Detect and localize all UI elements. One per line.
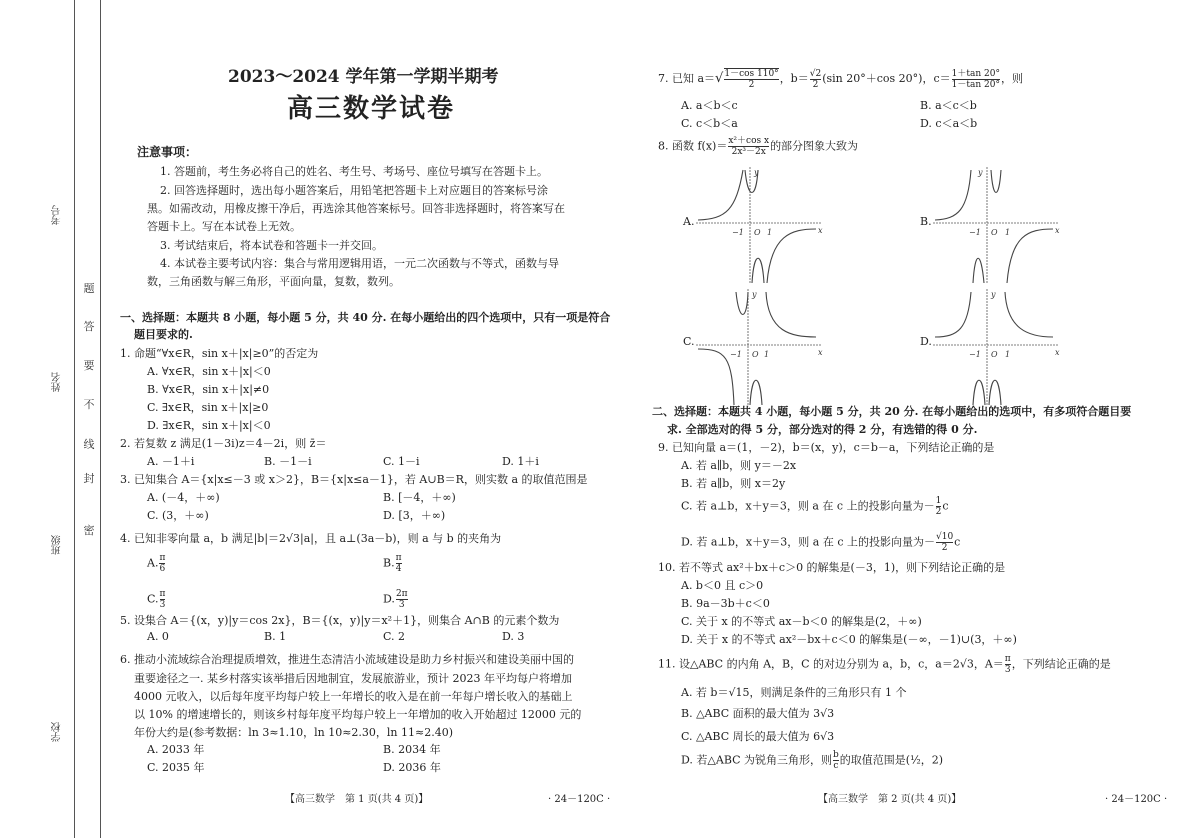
q6-line: 4000 元收入，以后每年度平均每户较上一年增长的收入是在前一年每户增长收入的基础上 bbox=[134, 690, 573, 703]
q11-option-d: D. 若△ABC 为锐角三角形，则 $\frac{b}{c}$ 的取值范围是(½，2) bbox=[681, 750, 944, 771]
svg-text:O: O bbox=[991, 350, 998, 359]
q6-option-c: C. 2035 年 bbox=[147, 761, 205, 774]
label-exam-number: 考号 bbox=[52, 205, 63, 225]
svg-text:1: 1 bbox=[1005, 350, 1011, 359]
q2-stem: 2. 若复数 z 满足(1－3i)z＝4－2i，则 z̄＝ bbox=[120, 437, 327, 450]
q6-line: 年份大约是(参考数据：ln 3≈1.10，ln 10≈2.30，ln 11≈2.40) bbox=[134, 726, 453, 739]
q5-option-d: D. 3 bbox=[502, 630, 525, 643]
q5-stem: 5. 设集合 A＝{(x，y)|y＝cos 2x}，B＝{(x，y)|y＝x²＋1}，则集合 A∩B 的元素个数为 bbox=[120, 614, 560, 627]
section2-heading: 二、选择题：本题共 4 小题，每小题 5 分，共 20 分. 在每小题给出的选项中，有多项符合题目要 bbox=[652, 405, 1132, 418]
q7-option-a: A. a＜b＜c bbox=[681, 99, 738, 112]
graph-option-d bbox=[933, 287, 1063, 407]
q8-stem: 8. 函数 f(x)＝ $\frac{\text{x²＋cos x}}{\text{2x³－2x}}$ 的部分图象大致为 bbox=[658, 136, 859, 157]
footer-code: · 24－120C · bbox=[1105, 794, 1168, 805]
exam-year-title: 2023～2024 学年第一学期半期考 bbox=[228, 67, 499, 87]
seal-char: 题 bbox=[83, 282, 95, 295]
q8-option-c-label: C. bbox=[683, 335, 695, 348]
q10-stem: 10. 若不等式 ax²＋bx＋c＞0 的解集是(－3，1)，则下列结论正确的是 bbox=[658, 561, 1006, 574]
svg-text:y: y bbox=[752, 290, 757, 299]
q9-option-d: D. 若 a⊥b，x＋y＝3，则 a 在 c 上的投影向量为－ $\frac{√10}{2}$ c bbox=[681, 532, 961, 553]
q5-option-b: B. 1 bbox=[264, 630, 287, 643]
graph-option-c bbox=[696, 287, 826, 407]
binding-line-inner bbox=[100, 0, 101, 838]
q6-option-a: A. 2033 年 bbox=[147, 743, 205, 756]
q9-option-a: A. 若 a∥b，则 y＝－2x bbox=[681, 459, 797, 472]
footer-page-label: 【高三数学 第 1 页(共 4 页)】 bbox=[285, 794, 429, 805]
fraction: $\frac{\pi}{4}$ bbox=[395, 553, 402, 574]
section1-heading: 一、选择题：本题共 8 小题，每小题 5 分，共 40 分. 在每小题给出的四个选项中，只有一项是符合 bbox=[120, 311, 611, 324]
note-line: 1. 答题前，考生务必将自己的姓名、考生号、考场号、座位号填写在答题卡上。 bbox=[160, 165, 548, 178]
svg-text:y: y bbox=[978, 168, 983, 177]
svg-text:O: O bbox=[752, 350, 759, 359]
seal-char: 密 bbox=[83, 524, 95, 537]
svg-text:1: 1 bbox=[767, 228, 773, 237]
q3-option-c: C. (3，＋∞) bbox=[147, 509, 209, 522]
label-class: 班级 bbox=[52, 535, 63, 555]
svg-text:y: y bbox=[991, 290, 996, 299]
q11-option-a: A. 若 b＝√15，则满足条件的三角形只有 1 个 bbox=[681, 686, 907, 699]
svg-text:y: y bbox=[754, 168, 759, 177]
q1-option-c: C. ∃x∈R，sin x＋|x|≥0 bbox=[147, 401, 269, 414]
q11-option-b: B. △ABC 面积的最大值为 3√3 bbox=[681, 707, 835, 720]
q1-option-d: D. ∃x∈R，sin x＋|x|＜0 bbox=[147, 419, 271, 432]
note-line: 答题卡上。写在本试卷上无效。 bbox=[147, 220, 301, 233]
q4-stem: 4. 已知非零向量 a，b 满足|b|＝2√3|a|，且 a⊥(3a－b)，则 a 与 b 的夹角为 bbox=[120, 532, 502, 545]
q3-stem: 3. 已知集合 A＝{x|x≤－3 或 x＞2}，B＝{x|x≤a－1}，若 A∪B＝R，则实数 a 的取值范围是 bbox=[120, 473, 588, 486]
svg-text:O: O bbox=[754, 228, 761, 237]
q7-stem: 7. 已知 a＝√ $\frac{1-\cos 110^\circ}{2}$ ，b＝ $\frac{√2}{2}$ (sin 20°＋cos 20°)，c＝ $\frac{1+\tan 20^\circ}{1-\tan 20^\circ}$ ，则 bbox=[658, 68, 1023, 90]
fraction: $\frac{\pi}{3}$ bbox=[159, 589, 166, 610]
q8-option-a-label: A. bbox=[683, 215, 695, 228]
note-line: 数，三角函数与解三角形，平面向量，复数，数列。 bbox=[147, 275, 400, 288]
note-line: 3. 考试结束后，将本试卷和答题卡一并交回。 bbox=[160, 239, 383, 252]
q9-option-b: B. 若 a∥b，则 x＝2y bbox=[681, 477, 786, 490]
svg-text:x: x bbox=[1055, 348, 1060, 357]
seal-char: 要 bbox=[83, 359, 95, 372]
q5-option-c: C. 2 bbox=[383, 630, 406, 643]
q10-option-a: A. b＜0 且 c＞0 bbox=[681, 579, 764, 592]
q2-option-c: C. 1－i bbox=[383, 455, 420, 468]
graph-option-b bbox=[933, 165, 1063, 285]
q7-option-b: B. a＜c＜b bbox=[920, 99, 977, 112]
note-line: 2. 回答选择题时，选出每小题答案后，用铅笔把答题卡上对应题目的答案标号涂 bbox=[160, 184, 548, 197]
q2-option-a: A. －1＋i bbox=[147, 455, 195, 468]
svg-text:−1: −1 bbox=[730, 350, 742, 359]
label-school: 学校 bbox=[52, 722, 63, 742]
q11-option-c: C. △ABC 周长的最大值为 6√3 bbox=[681, 730, 835, 743]
svg-text:x: x bbox=[818, 348, 823, 357]
q2-option-d: D. 1＋i bbox=[502, 455, 539, 468]
q10-option-b: B. 9a－3b＋c＜0 bbox=[681, 597, 770, 610]
q8-option-b-label: B. bbox=[920, 215, 932, 228]
binding-line-outer bbox=[74, 0, 75, 838]
q3-option-a: A. (－4，＋∞) bbox=[147, 491, 220, 504]
note-line: 4. 本试卷主要考试内容：集合与常用逻辑用语，一元二次函数与不等式，函数与导 bbox=[160, 257, 559, 270]
q10-option-c: C. 关于 x 的不等式 ax－b＜0 的解集是(2，＋∞) bbox=[681, 615, 922, 628]
q5-option-a: A. 0 bbox=[147, 630, 169, 643]
q4-option-a: A. $\frac{\pi}{6}$ bbox=[147, 553, 166, 574]
notes-heading: 注意事项： bbox=[137, 145, 198, 159]
q7-option-d: D. c＜a＜b bbox=[920, 117, 978, 130]
q6-line: 6. 推动小流域综合治理提质增效，推进生态清洁小流域建设是助力乡村振兴和建设美丽中国的 bbox=[120, 653, 574, 666]
q1-stem: 1. 命题“∀x∈R，sin x＋|x|≥0”的否定为 bbox=[120, 347, 319, 360]
footer-code: · 24－120C · bbox=[548, 794, 611, 805]
q8-option-d-label: D. bbox=[920, 335, 932, 348]
svg-text:−1: −1 bbox=[969, 350, 981, 359]
fraction: $\frac{\pi}{6}$ bbox=[159, 553, 166, 574]
svg-text:x: x bbox=[818, 226, 823, 235]
note-line: 黑。如需改动，用橡皮擦干净后，再选涂其他答案标号。回答非选择题时，将答案写在 bbox=[147, 202, 565, 215]
section1-heading-cont: 题目要求的. bbox=[134, 328, 193, 341]
q6-line: 以 10% 的增速增长的，则该乡村每年度平均每户较上一年增加的收入开始超过 12000 元的 bbox=[134, 708, 582, 721]
q7-option-c: C. c＜b＜a bbox=[681, 117, 738, 130]
q9-option-c: C. 若 a⊥b，x＋y＝3，则 a 在 c 上的投影向量为－ $\frac{1}{2}$ c bbox=[681, 496, 949, 517]
q4-option-c: C. $\frac{\pi}{3}$ bbox=[147, 589, 166, 610]
section2-heading-cont: 求. 全部选对的得 5 分，部分选对的得 2 分，有选错的得 0 分. bbox=[667, 423, 978, 436]
fraction: $\frac{2\pi}{3}$ bbox=[395, 589, 408, 610]
svg-text:1: 1 bbox=[1005, 228, 1011, 237]
q4-option-b: B. $\frac{\pi}{4}$ bbox=[383, 553, 402, 574]
svg-text:1: 1 bbox=[764, 350, 770, 359]
q1-option-a: A. ∀x∈R，sin x＋|x|＜0 bbox=[147, 365, 271, 378]
q1-option-b: B. ∀x∈R，sin x＋|x|≠0 bbox=[147, 383, 270, 396]
svg-text:x: x bbox=[1055, 226, 1060, 235]
q6-line: 重要途径之一. 某乡村落实该举措后因地制宜，发展旅游业，预计 2023 年平均每户将增加 bbox=[134, 672, 572, 685]
q3-option-b: B. [－4，＋∞) bbox=[383, 491, 456, 504]
seal-char: 不 bbox=[83, 398, 95, 411]
label-name: 姓名 bbox=[52, 372, 63, 392]
svg-text:O: O bbox=[991, 228, 998, 237]
q6-option-d: D. 2036 年 bbox=[383, 761, 441, 774]
q11-stem: 11. 设△ABC 的内角 A，B，C 的对边分别为 a，b，c，a＝2√3，A＝ $\frac{\pi}{3}$ ，下列结论正确的是 bbox=[658, 654, 1111, 675]
q9-stem: 9. 已知向量 a＝(1，－2)，b＝(x，y)，c＝b－a，下列结论正确的是 bbox=[658, 441, 995, 454]
q4-option-d: D. $\frac{2\pi}{3}$ bbox=[383, 589, 408, 610]
footer-page-label: 【高三数学 第 2 页(共 4 页)】 bbox=[818, 794, 962, 805]
seal-char: 答 bbox=[83, 320, 95, 333]
exam-subject-title: 高三数学试卷 bbox=[287, 94, 456, 124]
svg-text:−1: −1 bbox=[732, 228, 744, 237]
svg-text:−1: −1 bbox=[969, 228, 981, 237]
q6-option-b: B. 2034 年 bbox=[383, 743, 441, 756]
graph-option-a bbox=[696, 165, 826, 285]
q3-option-d: D. [3，＋∞) bbox=[383, 509, 446, 522]
seal-char: 封 bbox=[83, 472, 95, 485]
q10-option-d: D. 关于 x 的不等式 ax²－bx＋c＜0 的解集是(－∞，－1)∪(3，＋∞) bbox=[681, 633, 1017, 646]
q2-option-b: B. －1－i bbox=[264, 455, 312, 468]
seal-char: 线 bbox=[83, 438, 95, 451]
